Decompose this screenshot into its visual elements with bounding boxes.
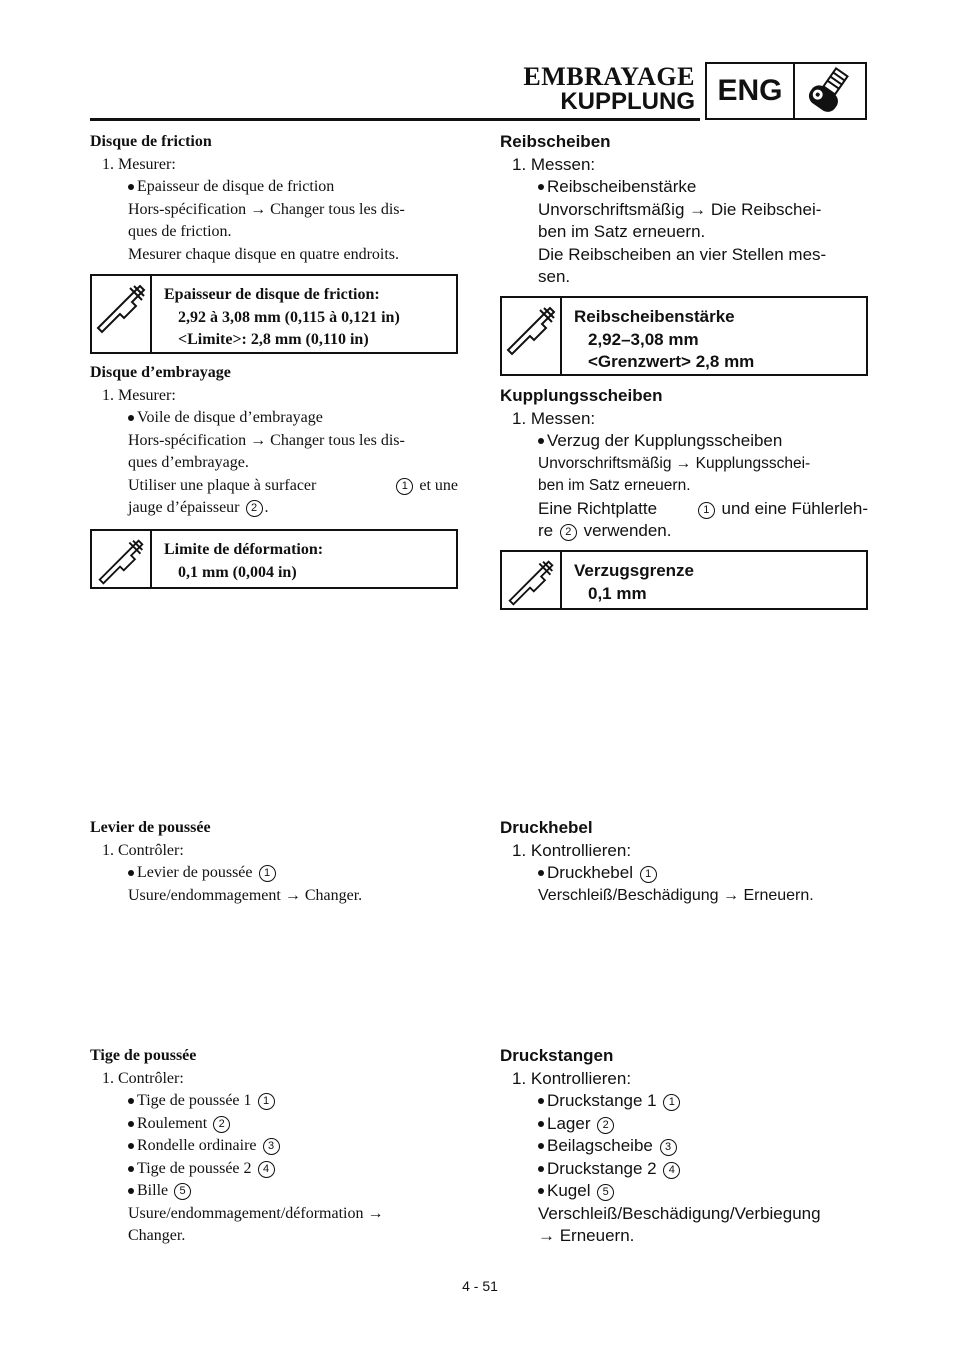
list-item: Epaisseur de disque de friction (90, 176, 458, 199)
caliper-icon (92, 276, 152, 352)
de-friction-section (500, 131, 868, 289)
de-clutch-section (500, 385, 868, 543)
de-lever-line: Verschleiß/Beschädigung → Erneuern. (538, 886, 814, 904)
fr-friction-spec-box (90, 274, 458, 354)
de-friction-step: 1. Messen: (512, 154, 596, 174)
spec-label: Limite de déformation: (164, 541, 324, 558)
list-item: Beilagscheibe 3 (500, 1135, 868, 1158)
fr-friction-line: ques de friction. (128, 223, 232, 240)
list-item: Reibscheibenstärke (500, 176, 868, 199)
spec-value: 2,92 à 3,08 mm (0,115 à 0,121 in) (178, 308, 400, 326)
de-rod-heading: Druckstangen (500, 1046, 614, 1065)
spec-label: Reibscheibenstärke (574, 307, 735, 326)
spec-value: 0,1 mm (0,004 in) (178, 563, 297, 581)
list-item: Tige de poussée 2 4 (90, 1158, 458, 1181)
de-clutch-line: Eine Richtplatte 1 und eine Fühlerleh- (538, 498, 868, 518)
list-item: Druckhebel 1 (500, 862, 868, 885)
fr-lever-line: Usure/endommagement → Changer. (128, 886, 363, 904)
fr-friction-heading: Disque de friction (90, 133, 212, 150)
fr-clutch-line: jauge d’épaisseur 2 . (128, 499, 269, 516)
list-item: Verzug der Kupplungsscheiben (500, 430, 868, 453)
fr-friction-line: Hors-spécification → Changer tous les dis- (128, 200, 405, 218)
caliper-icon (502, 552, 562, 608)
list-item: Levier de poussée 1 (90, 862, 458, 885)
de-rod-step: 1. Kontrollieren: (512, 1068, 632, 1088)
fr-clutch-line: ques d’embrayage. (128, 454, 249, 471)
caliper-icon (92, 531, 152, 587)
de-friction-line: sen. (538, 267, 571, 286)
fr-clutch-section (90, 362, 458, 520)
fr-friction-step: 1. Mesurer: (102, 155, 176, 173)
fr-clutch-line: Utiliser une plaque à surfacer 1 et une (128, 476, 458, 494)
section-title-fr: EMBRAYAGE (523, 62, 695, 91)
de-clutch-step: 1. Messen: (512, 408, 596, 428)
de-friction-spec-box (500, 296, 868, 376)
fr-rod-line: Usure/endommagement/déformation → (128, 1204, 384, 1222)
fr-clutch-step: 1. Mesurer: (102, 386, 176, 404)
fr-clutch-line: Hors-spécification → Changer tous les dis- (128, 431, 405, 449)
spec-limit: <Limite>: 2,8 mm (0,110 in) (178, 331, 369, 348)
de-lever-section (500, 817, 868, 907)
list-item: Tige de poussée 1 1 (90, 1090, 458, 1113)
de-clutch-line: re 2 verwenden. (538, 521, 672, 540)
de-friction-heading: Reibscheiben (500, 132, 611, 151)
caliper-icon (502, 298, 562, 374)
page-number: 4 - 51 (462, 1278, 498, 1294)
de-friction-line: Unvorschriftsmäßig → Die Reibschei- (538, 199, 822, 219)
fr-lever-heading: Levier de poussée (90, 819, 211, 836)
de-lever-step: 1. Kontrollieren: (512, 840, 632, 860)
list-item: Lager 2 (500, 1113, 868, 1136)
eng-badge (705, 62, 867, 120)
eng-label: ENG (707, 64, 795, 118)
header-rule (90, 118, 700, 121)
fr-rod-heading: Tige de poussée (90, 1047, 197, 1064)
spec-limit: <Grenzwert> 2,8 mm (588, 352, 755, 371)
de-lever-heading: Druckhebel (500, 818, 593, 837)
de-clutch-spec-box (500, 550, 868, 610)
list-item: Kugel 5 (500, 1180, 868, 1203)
de-rod-section (500, 1045, 868, 1248)
fr-rod-line: Changer. (128, 1227, 186, 1244)
spec-value: 2,92–3,08 mm (588, 329, 699, 349)
fr-lever-step: 1. Contrôler: (102, 841, 184, 859)
list-item: Druckstange 1 1 (500, 1090, 868, 1113)
de-friction-line: ben im Satz erneuern. (538, 222, 706, 241)
de-clutch-heading: Kupplungsscheiben (500, 386, 663, 405)
fr-rod-step: 1. Contrôler: (102, 1069, 184, 1087)
section-title-de: KUPPLUNG (560, 88, 695, 115)
de-rod-line: Verschleiß/Beschädigung/Verbiegung (538, 1203, 821, 1223)
spec-label: Verzugsgrenze (574, 561, 694, 580)
fr-friction-section (90, 131, 458, 266)
fr-clutch-spec-box (90, 529, 458, 589)
spec-label: Epaisseur de disque de friction: (164, 286, 380, 303)
fr-friction-line: Mesurer chaque disque en quatre endroits. (128, 245, 400, 263)
fr-lever-section (90, 817, 458, 907)
fr-rod-section (90, 1045, 458, 1248)
spec-value: 0,1 mm (588, 583, 647, 603)
de-friction-line: Die Reibscheiben an vier Stellen mes- (538, 244, 827, 264)
de-clutch-line: ben im Satz erneuern. (538, 477, 691, 494)
engine-bolt-icon (795, 64, 865, 118)
list-item: Druckstange 2 4 (500, 1158, 868, 1181)
list-item: Rondelle ordinaire 3 (90, 1135, 458, 1158)
fr-clutch-heading: Disque d’embrayage (90, 364, 231, 381)
list-item: Roulement 2 (90, 1113, 458, 1136)
de-rod-line: → Erneuern. (538, 1226, 635, 1245)
list-item: Bille 5 (90, 1180, 458, 1203)
list-item: Voile de disque d’embrayage (90, 407, 458, 430)
de-clutch-line: Unvorschriftsmäßig → Kupplungsschei- (538, 454, 811, 472)
